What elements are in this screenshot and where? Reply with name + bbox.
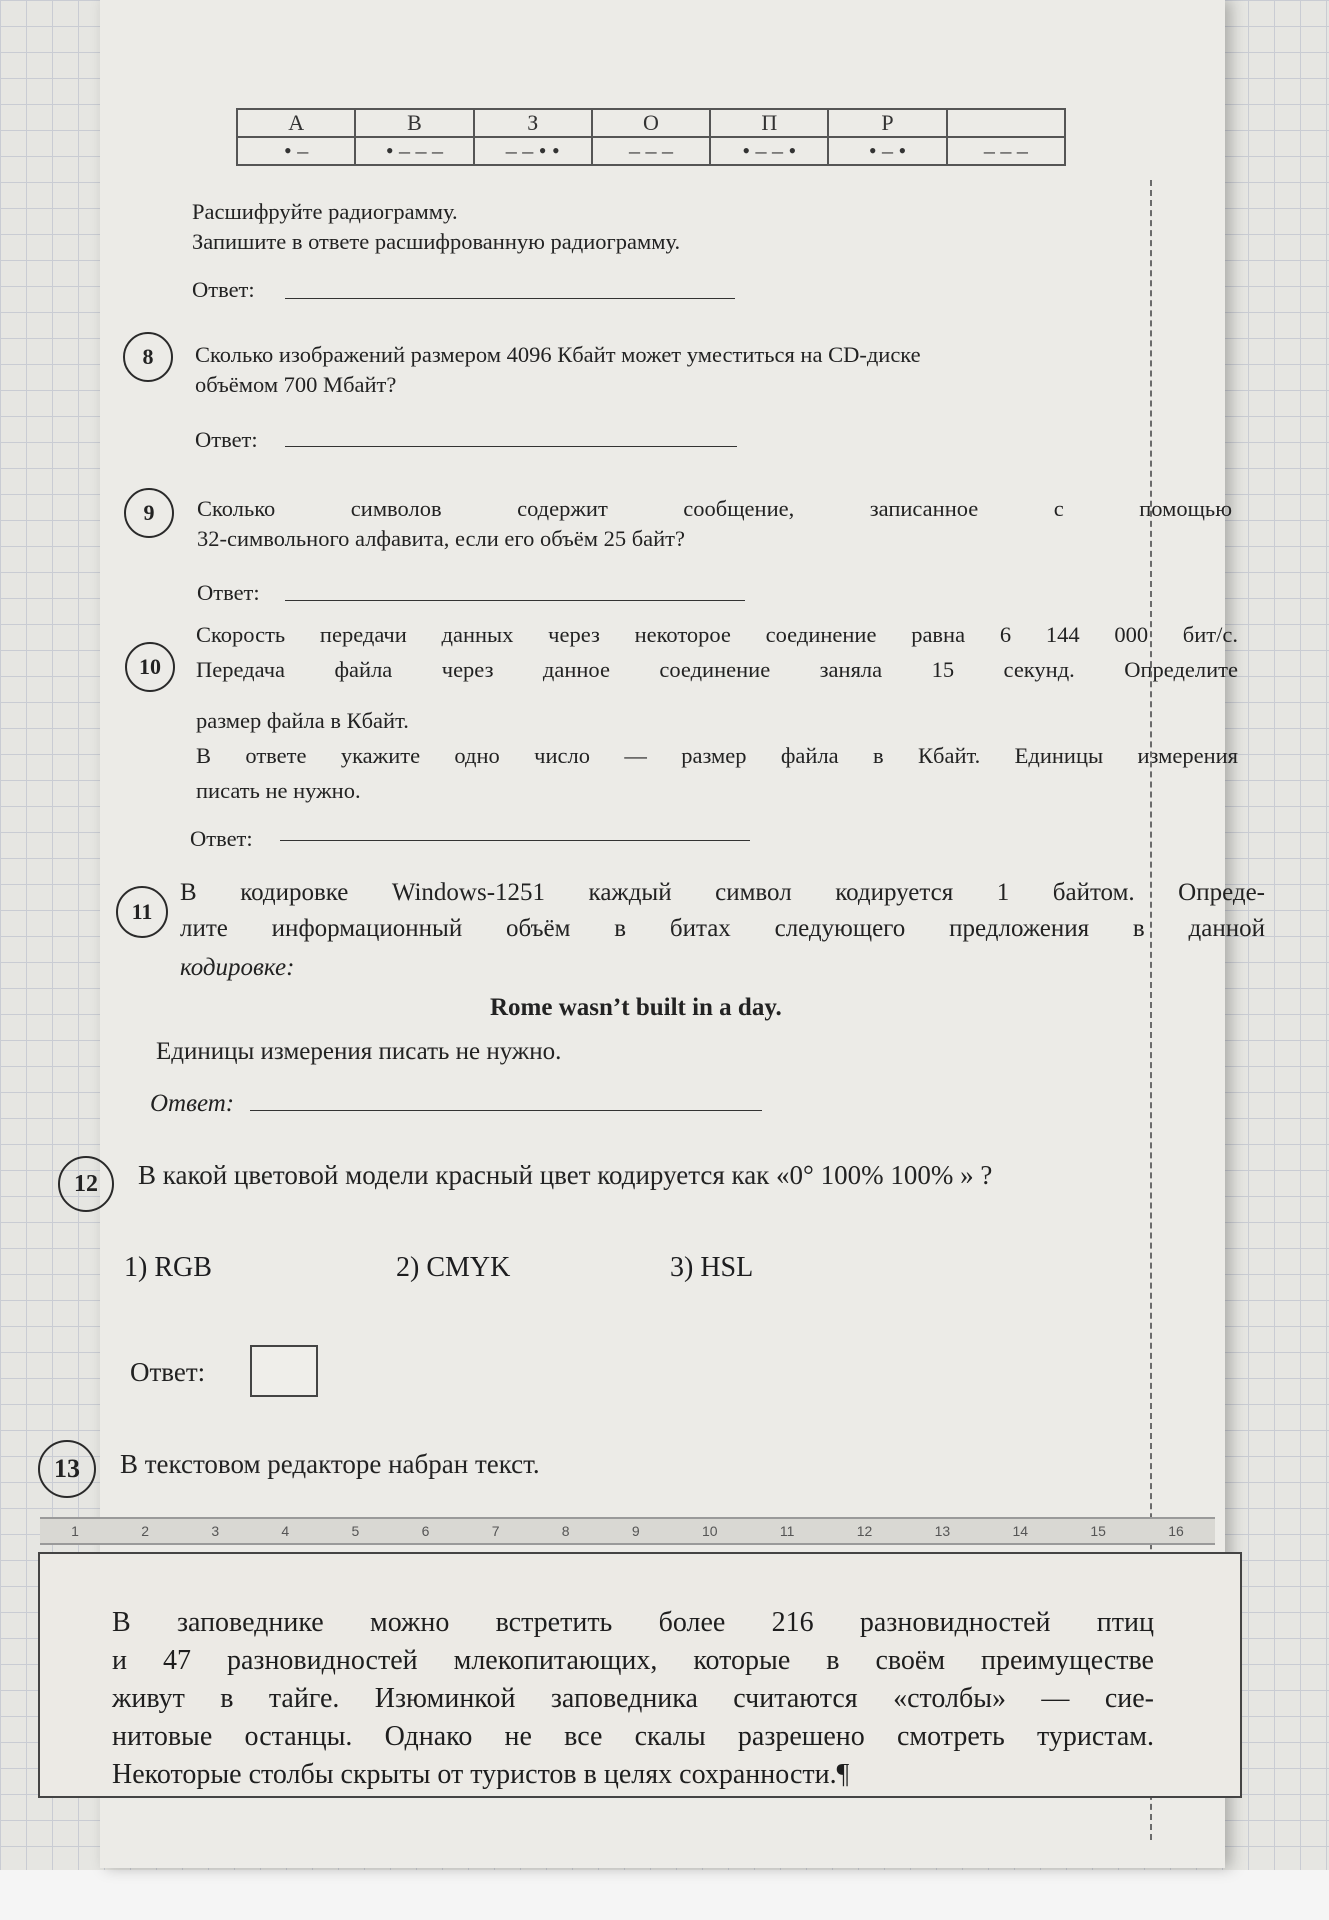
editor-text-line: живут в тайге. Изюминкой заповедника считаются «столбы» — сие- — [112, 1683, 1154, 1714]
q8-answer-label: Ответ: — [195, 427, 258, 452]
morse-letters-row — [237, 109, 1065, 137]
morse-letter: О — [592, 109, 710, 137]
q12-number-badge: 12 — [58, 1156, 114, 1212]
q10-number-badge: 10 — [125, 642, 175, 692]
q11-number-badge: 11 — [116, 886, 168, 938]
morse-letter: З — [474, 109, 592, 137]
ruler-mark: 14 — [1012, 1523, 1029, 1539]
q7-answer-label: Ответ: — [192, 277, 255, 302]
morse-code: • – – – — [355, 137, 473, 165]
morse-letter — [947, 109, 1065, 137]
q9-number-badge: 9 — [124, 488, 174, 538]
q9-question-line-2: 32-символьного алфавита, если его объём 25 байт? — [197, 526, 685, 551]
ruler-mark: 3 — [211, 1523, 220, 1539]
ruler-mark: 13 — [934, 1523, 951, 1539]
morse-letter: Р — [828, 109, 946, 137]
q11-question-line-2: лите информационный объём в битах следующего предложения в данной — [180, 915, 1265, 942]
text-editor-ruler — [40, 1517, 1215, 1545]
q12-question: В какой цветовой модели красный цвет кодируется как «0° 100% 100% » ? — [138, 1160, 993, 1190]
q8-question-line-2: объёмом 700 Мбайт? — [195, 372, 397, 397]
morse-letter: В — [355, 109, 473, 137]
morse-code: • – • — [828, 137, 946, 165]
morse-code: • – — [237, 137, 355, 165]
morse-code-table — [236, 108, 1066, 166]
ruler-mark: 7 — [491, 1523, 500, 1539]
ruler-mark: 4 — [281, 1523, 290, 1539]
q7-answer-line[interactable] — [285, 298, 735, 299]
editor-text-line: нитовые останцы. Однако не все скалы разрешено смотреть туристам. — [112, 1721, 1154, 1752]
q11-question-line-3: кодировке: — [180, 954, 295, 981]
q12-option-cmyk: 2) CMYK — [396, 1252, 511, 1283]
editor-text — [112, 1604, 1154, 1794]
q8-number-badge: 8 — [123, 332, 173, 382]
ruler-mark: 11 — [779, 1523, 795, 1539]
morse-code: – – – — [592, 137, 710, 165]
morse-code: – – • • — [474, 137, 592, 165]
text-editor-document — [38, 1552, 1242, 1798]
q7-instruction-2: Запишите в ответе расшифрованную радиограмму. — [192, 229, 681, 254]
q8-answer-line[interactable] — [285, 446, 737, 447]
q9-answer-line[interactable] — [285, 600, 745, 601]
q10-question-line-3: размер файла в Кбайт. — [196, 708, 409, 733]
q9-question-line-1: Сколько символов содержит сообщение, записанное с помощью — [197, 496, 1232, 521]
q10-question-line-2: Передача файла через данное соединение заняла 15 секунд. Определите — [196, 657, 1238, 682]
ruler-mark: 8 — [561, 1523, 570, 1539]
ruler-mark: 16 — [1168, 1523, 1184, 1539]
ruler-mark: 2 — [141, 1523, 150, 1539]
q13-question: В текстовом редакторе набран текст. — [120, 1449, 540, 1479]
q10-question-line-4: В ответе укажите одно число — размер файла в Кбайт. Единицы измерения — [196, 743, 1238, 768]
editor-text-line: В заповеднике можно встретить более 216 разновидностей птиц — [112, 1607, 1154, 1638]
q11-answer-label: Ответ: — [150, 1090, 235, 1117]
morse-code: • – – • — [710, 137, 828, 165]
q11-sentence: Rome wasn’t built in a day. — [490, 994, 782, 1021]
ruler-mark: 6 — [421, 1523, 430, 1539]
morse-codes-row — [237, 137, 1065, 165]
q9-answer-label: Ответ: — [197, 580, 260, 605]
morse-letter: А — [237, 109, 355, 137]
q8-question-line-1: Сколько изображений размером 4096 Кбайт может уместиться на CD-диске — [195, 342, 921, 367]
q7-instruction-1: Расшифруйте радиограмму. — [192, 199, 458, 224]
q12-answer-box[interactable] — [250, 1345, 318, 1397]
q12-answer-label: Ответ: — [130, 1357, 206, 1387]
editor-text-line: и 47 разновидностей млекопитающих, которые в своём преимуществе — [112, 1645, 1154, 1676]
q13-number-badge: 13 — [38, 1440, 96, 1498]
q10-answer-label: Ответ: — [190, 826, 253, 851]
q11-question-line-1: В кодировке Windows-1251 каждый символ кодируется 1 байтом. Опреде- — [180, 879, 1265, 906]
q12-option-hsl: 3) HSL — [670, 1252, 754, 1283]
ruler-mark: 10 — [701, 1523, 718, 1539]
ruler-mark: 5 — [351, 1523, 360, 1539]
q10-answer-line[interactable] — [280, 840, 750, 841]
q10-question-line-5: писать не нужно. — [196, 778, 361, 803]
q12-option-rgb: 1) RGB — [124, 1252, 212, 1283]
ruler-mark: 9 — [631, 1523, 640, 1539]
morse-code: – – – — [947, 137, 1065, 165]
ruler-mark: 15 — [1090, 1523, 1106, 1539]
q11-answer-line[interactable] — [250, 1110, 762, 1111]
editor-text-line: Некоторые столбы скрыты от туристов в целях сохранности.¶ — [112, 1759, 850, 1790]
ruler-mark: 1 — [71, 1523, 79, 1539]
q10-question-line-1: Скорость передачи данных через некоторое соединение равна 6 144 000 бит/с. — [196, 622, 1238, 647]
q11-units-note: Единицы измерения писать не нужно. — [156, 1038, 562, 1065]
table-surface — [0, 1870, 1329, 1920]
ruler-mark: 12 — [856, 1523, 873, 1539]
morse-letter: П — [710, 109, 828, 137]
